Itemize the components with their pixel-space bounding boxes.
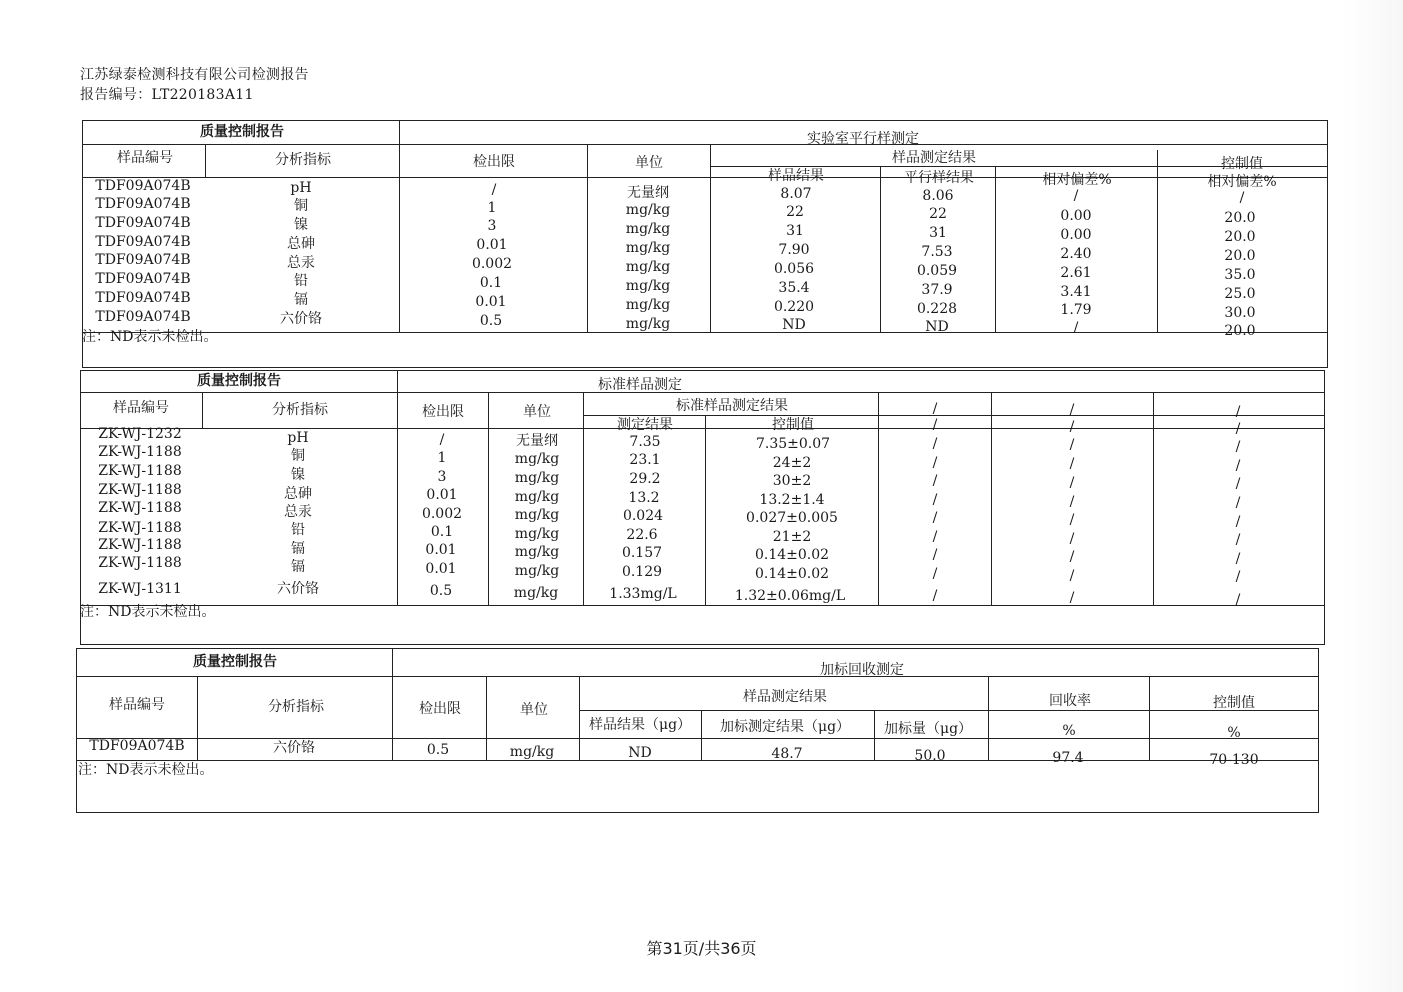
company-report-title: 江苏绿泰检测科技有限公司检测报告: [80, 67, 309, 83]
table-cell: /: [439, 432, 445, 448]
col-analyte: 分析指标: [272, 402, 328, 418]
table-cell: /: [491, 182, 497, 198]
section-title: 标准样品测定: [598, 377, 682, 393]
table-cell: 48.7: [771, 746, 803, 762]
table-cell: 22: [786, 204, 804, 220]
table-cell: 0.129: [621, 564, 663, 580]
table-cell: ZK-WJ-1188: [98, 463, 182, 479]
slash-cell: /: [1235, 404, 1241, 420]
table-cell: 35.0: [1224, 267, 1256, 283]
table-cell: 3.41: [1060, 284, 1092, 300]
table-cell: 20.0: [1224, 229, 1256, 245]
slash-cell: /: [1235, 458, 1241, 474]
table-cell: mg/kg: [625, 316, 671, 332]
table-cell: mg/kg: [514, 544, 560, 560]
table-cell: 35.4: [778, 280, 810, 296]
col-sample-result: 样品结果（μg）: [588, 717, 692, 733]
col-sample-id: 样品编号: [109, 697, 165, 713]
col-recovery: 回收率: [1049, 693, 1091, 709]
table-cell: mg/kg: [509, 744, 555, 760]
table-cell: 97.4: [1052, 750, 1084, 766]
slash-cell: /: [932, 473, 938, 489]
table-cell: 1.33mg/L: [609, 586, 677, 602]
page-number: 第31页/共36页: [646, 939, 757, 958]
table-cell: 7.90: [778, 242, 810, 258]
table-cell: mg/kg: [625, 202, 671, 218]
table-cell: 0.01: [425, 542, 457, 558]
col-detection-limit: 检出限: [422, 404, 464, 420]
table-cell: 铜: [291, 448, 305, 464]
table-cell: 1.79: [1060, 302, 1092, 318]
col-control-unit: %: [1227, 725, 1241, 741]
table-cell: 总汞: [284, 504, 312, 520]
table-cell: 8.07: [780, 186, 812, 202]
slash-cell: /: [1069, 402, 1075, 418]
qc-title: 质量控制报告: [200, 124, 284, 140]
table-cell: ND: [782, 317, 806, 333]
table-cell: 0.14±0.02: [754, 547, 830, 563]
col-unit: 单位: [523, 404, 551, 420]
table-cell: 总汞: [287, 255, 315, 271]
slash-cell: /: [932, 529, 938, 545]
slash-cell: /: [932, 566, 938, 582]
table-cell: 7.53: [921, 244, 953, 260]
table-cell: TDF09A074B: [95, 234, 191, 250]
qc-title: 质量控制报告: [197, 373, 281, 389]
slash-cell: /: [1069, 419, 1075, 435]
table-cell: 铜: [294, 198, 308, 214]
col-unit: 单位: [635, 155, 663, 171]
table-cell: mg/kg: [625, 259, 671, 275]
slash-cell: /: [1235, 495, 1241, 511]
slash-cell: /: [1069, 568, 1075, 584]
slash-cell: /: [932, 455, 938, 471]
table-cell: 0.5: [429, 583, 453, 599]
table-cell: 20.0: [1224, 323, 1256, 339]
table-cell: 3: [487, 218, 497, 234]
slash-cell: /: [1235, 476, 1241, 492]
table-cell: 23.1: [629, 452, 661, 468]
col-detection-limit: 检出限: [473, 154, 515, 170]
table-cell: mg/kg: [625, 240, 671, 256]
table-cell: 铅: [291, 522, 305, 538]
report-number: 报告编号：LT220183A11: [80, 87, 254, 103]
slash-cell: /: [1069, 456, 1075, 472]
table-cell: /: [1239, 190, 1245, 206]
table-cell: 7.35±0.07: [755, 436, 831, 452]
table-cell: /: [1073, 188, 1079, 204]
table-cell: 六价铬: [273, 740, 315, 756]
table-cell: mg/kg: [514, 489, 560, 505]
table-cell: 无量纲: [627, 185, 669, 201]
table-cell: ND: [628, 745, 652, 761]
table-cell: 8.06: [922, 188, 954, 204]
col-control-value: 控制值: [1221, 156, 1263, 172]
slash-cell: /: [932, 492, 938, 508]
table-cell: 镉: [291, 559, 305, 575]
table-cell: 31: [786, 223, 804, 239]
table-cell: 镉: [291, 541, 305, 557]
table-cell: 0.00: [1060, 227, 1092, 243]
table-cell: ZK-WJ-1188: [98, 500, 182, 516]
table-cell: TDF09A074B: [95, 178, 191, 194]
table-cell: 7.35: [629, 434, 661, 450]
slash-cell: /: [932, 547, 938, 563]
table-cell: mg/kg: [625, 297, 671, 313]
table-note: 注：ND表示未检出。: [80, 604, 216, 620]
table-cell: 0.027±0.005: [746, 510, 838, 526]
table-cell: 1: [487, 200, 497, 216]
table-cell: 镍: [294, 217, 308, 233]
table-cell: 0.002: [471, 256, 513, 272]
slash-cell: /: [1235, 514, 1241, 530]
col-analyte: 分析指标: [268, 699, 324, 715]
table-cell: 0.00: [1060, 208, 1092, 224]
table-cell: 2.40: [1060, 246, 1092, 262]
table-cell: mg/kg: [514, 470, 560, 486]
col-control-relative-deviation: 相对偏差%: [1207, 174, 1277, 190]
table-cell: TDF09A074B: [95, 215, 191, 231]
slash-cell: /: [1069, 512, 1075, 528]
table-cell: 镍: [291, 467, 305, 483]
table-cell: ZK-WJ-1188: [98, 444, 182, 460]
table-cell: 1.32±0.06mg/L: [734, 588, 846, 604]
col-std-results: 标准样品测定结果: [676, 398, 788, 414]
table-cell: mg/kg: [514, 507, 560, 523]
table-cell: 31: [929, 225, 947, 241]
table-cell: 22.6: [626, 527, 658, 543]
table-cell: 50.0: [914, 748, 946, 764]
table-cell: pH: [287, 430, 309, 446]
table-cell: ND: [925, 319, 949, 335]
table-cell: 0.1: [479, 275, 503, 291]
col-sample-id: 样品编号: [113, 400, 169, 416]
col-measured: 测定结果: [617, 417, 673, 433]
table-cell: 24±2: [772, 455, 812, 471]
table-cell: TDF09A074B: [95, 196, 191, 212]
table-cell: ZK-WJ-1188: [98, 555, 182, 571]
table-cell: mg/kg: [513, 585, 559, 601]
col-sample-result: 样品结果: [768, 168, 824, 184]
col-spiked-result: 加标测定结果（μg）: [719, 719, 851, 735]
table-cell: 总砷: [287, 236, 315, 252]
qc-title: 质量控制报告: [193, 654, 277, 670]
table-cell: 1: [437, 450, 447, 466]
table-cell: 0.01: [476, 237, 508, 253]
table-cell: 20.0: [1224, 248, 1256, 264]
col-control-value: 控制值: [1213, 695, 1255, 711]
table-cell: 13.2±1.4: [759, 492, 825, 508]
slash-cell: /: [1069, 494, 1075, 510]
table-cell: 22: [929, 206, 947, 222]
table-cell: 3: [437, 469, 447, 485]
table-cell: pH: [290, 180, 312, 196]
table-cell: 2.61: [1060, 265, 1092, 281]
section-title: 实验室平行样测定: [807, 131, 919, 147]
slash-cell: /: [1069, 531, 1075, 547]
section-title: 加标回收测定: [820, 662, 904, 678]
col-relative-deviation: 相对偏差%: [1042, 172, 1112, 188]
table-cell: 0.228: [916, 301, 958, 317]
slash-cell: /: [932, 510, 938, 526]
col-unit: 单位: [520, 702, 548, 718]
table-cell: TDF09A074B: [95, 290, 191, 306]
table-cell: mg/kg: [514, 451, 560, 467]
table-cell: 20.0: [1224, 210, 1256, 226]
table-cell: ZK-WJ-1311: [98, 581, 182, 597]
slash-cell: /: [1069, 475, 1075, 491]
table-cell: 0.059: [916, 263, 958, 279]
table-cell: 镉: [294, 292, 308, 308]
col-parallel-result: 平行样结果: [904, 170, 974, 186]
table-cell: TDF09A074B: [95, 309, 191, 325]
table-cell: 0.024: [622, 508, 664, 524]
col-detection-limit: 检出限: [419, 701, 461, 717]
table-cell: 0.157: [621, 545, 663, 561]
table-cell: 六价铬: [277, 581, 319, 597]
col-sample-id: 样品编号: [117, 150, 173, 166]
col-analyte: 分析指标: [275, 152, 331, 168]
col-sample-results: 样品测定结果: [743, 689, 827, 705]
table-cell: 70-130: [1209, 752, 1259, 768]
table-note: 注：ND表示未检出。: [82, 329, 218, 345]
col-control-value: 控制值: [772, 417, 814, 433]
table-cell: 无量纲: [516, 433, 558, 449]
slash-cell: /: [932, 436, 938, 452]
table-cell: TDF09A074B: [89, 738, 185, 754]
slash-cell: /: [1235, 569, 1241, 585]
slash-cell: /: [932, 401, 938, 417]
slash-cell: /: [1069, 590, 1075, 606]
table-cell: 0.01: [426, 487, 458, 503]
table-cell: 六价铬: [280, 311, 322, 327]
table-cell: 0.14±0.02: [754, 566, 830, 582]
table-cell: 总砷: [284, 486, 312, 502]
col-recovery-unit: %: [1062, 723, 1076, 739]
table-cell: mg/kg: [625, 278, 671, 294]
table-cell: 0.01: [425, 561, 457, 577]
table-cell: mg/kg: [625, 221, 671, 237]
table-cell: 29.2: [629, 471, 661, 487]
slash-cell: /: [1235, 421, 1241, 437]
scan-edge: [1343, 0, 1403, 992]
table-cell: 13.2: [628, 490, 660, 506]
slash-cell: /: [1069, 437, 1075, 453]
table-cell: 0.002: [421, 506, 463, 522]
table-cell: ZK-WJ-1188: [98, 537, 182, 553]
slash-cell: /: [1235, 551, 1241, 567]
table-cell: 30.0: [1224, 305, 1256, 321]
table-cell: ZK-WJ-1232: [98, 426, 182, 442]
slash-cell: /: [1069, 549, 1075, 565]
table-cell: 21±2: [772, 529, 812, 545]
table-cell: ZK-WJ-1188: [98, 482, 182, 498]
table-cell: 0.01: [475, 294, 507, 310]
table-cell: 0.5: [426, 742, 450, 758]
table-cell: 0.5: [479, 313, 503, 329]
table-cell: 0.056: [773, 261, 815, 277]
table-cell: 25.0: [1224, 286, 1256, 302]
table-cell: 铅: [294, 273, 308, 289]
table-cell: mg/kg: [514, 563, 560, 579]
table-cell: TDF09A074B: [95, 252, 191, 268]
table-cell: mg/kg: [514, 526, 560, 542]
table-cell: /: [1073, 320, 1079, 336]
slash-cell: /: [1235, 439, 1241, 455]
col-sample-results: 样品测定结果: [892, 150, 976, 166]
table-cell: 30±2: [772, 473, 812, 489]
col-spike-amount: 加标量（μg）: [883, 721, 973, 737]
slash-cell: /: [1235, 532, 1241, 548]
table-cell: 37.9: [921, 282, 953, 298]
table-cell: 0.220: [773, 299, 815, 315]
slash-cell: /: [932, 588, 938, 604]
table-cell: ZK-WJ-1188: [98, 520, 182, 536]
table-cell: TDF09A074B: [95, 271, 191, 287]
table-cell: 0.1: [430, 524, 454, 540]
slash-cell: /: [1235, 592, 1241, 608]
table-note: 注：ND表示未检出。: [78, 762, 214, 778]
slash-cell: /: [932, 417, 938, 433]
